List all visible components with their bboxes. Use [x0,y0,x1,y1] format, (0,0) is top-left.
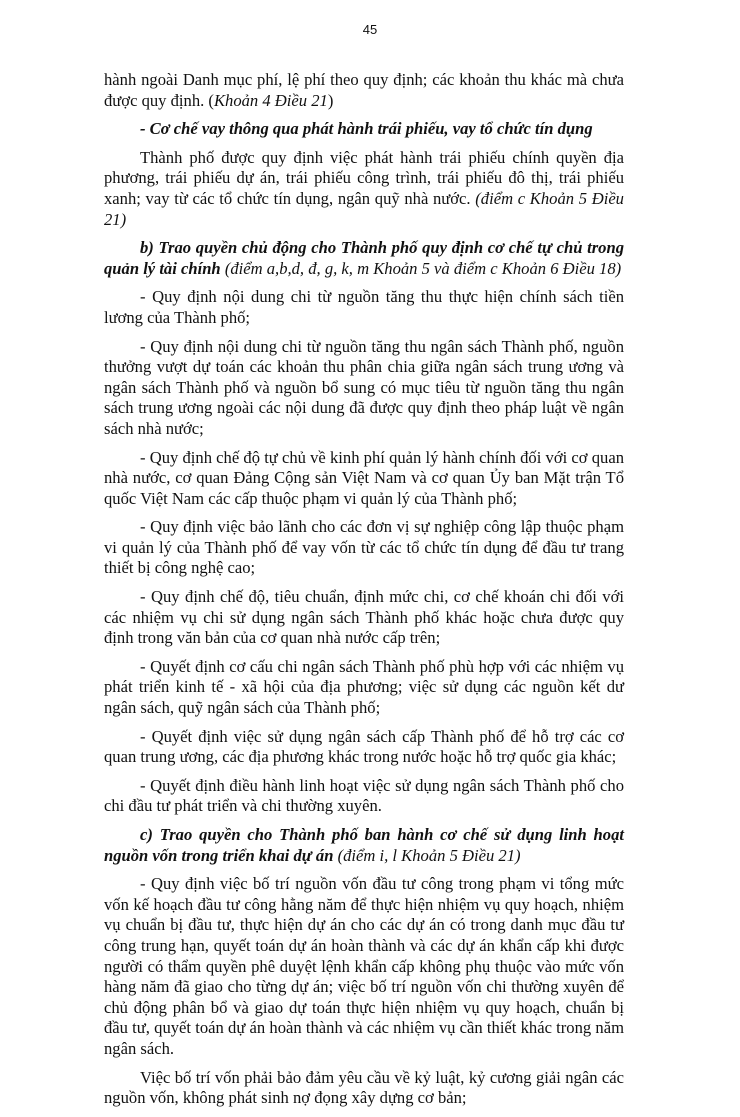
body-paragraph [104,287,624,328]
body-paragraph [104,148,624,230]
body-paragraph [104,337,624,440]
body-paragraph [104,448,624,510]
paragraph-text: Thành phố được quy định việc phát hành trái phiếu chính quyền địa phương, trái phiếu dự án, trái phiếu công trình, trái phiếu đô thị, trái phiếu xanh; vay từ các tổ chức tín dụng, ngân quỹ nhà nước. [104,147,624,208]
paragraph-text: - Quy định chế độ, tiêu chuẩn, định mức chi, cơ chế khoán chi đối với các nhiệm vụ chi sử dụng ngân sách Thành phố khác hoặc chưa được quy định trong văn bản của cơ quan nhà nước cấp trên; [104,587,624,648]
paragraph-text: - Quyết định việc sử dụng ngân sách cấp Thành phố để hỗ trợ các cơ quan trung ương, các địa phương khác trong nước hoặc hỗ trợ quốc gia khác; [104,726,624,767]
section-heading [104,825,624,866]
paragraph-text: - Cơ chế vay thông qua phát hành trái phiếu, vay tổ chức tín dụng [140,119,593,139]
paragraph-tail: ) [327,90,334,110]
body-paragraph [104,587,624,649]
page-number: 45 [362,22,378,37]
body-paragraph [104,727,624,768]
document-body [104,70,624,1117]
body-paragraph [104,657,624,719]
paragraph-text: - Quyết định cơ cấu chi ngân sách Thành phố phù hợp với các nhiệm vụ phát triển kinh tế - xã hội của địa phương; việc sử dụng các nguồn kết dư ngân sách, quỹ ngân sách của Thành phố; [104,656,624,718]
legal-reference: (điểm i, l Khoản 5 Điều 21) [337,845,521,865]
section-heading [104,119,624,140]
paragraph-text: - Quyết định điều hành linh hoạt việc sử dụng ngân sách Thành phố cho chi đầu tư phát triển và chi thường xuyên. [104,775,624,816]
body-paragraph [104,1068,624,1109]
legal-reference: (điểm c Khoản 5 Điều 21) [104,188,624,229]
paragraph-text: hành ngoài Danh mục phí, lệ phí theo quy định; các khoản thu khác mà chưa được quy định. ( [104,70,624,110]
paragraph-text: - Quy định nội dung chi từ nguồn tăng thu thực hiện chính sách tiền lương của Thành phố; [104,287,624,327]
body-paragraph [104,776,624,817]
paragraph-text: - Quy định chế độ tự chủ về kinh phí quản lý hành chính đối với cơ quan nhà nước, cơ quan Đảng Cộng sản Việt Nam và cơ quan Ủy ban Mặt trận Tổ quốc Việt Nam các cấp thuộc phạm vi quản lý của Thành phố; [104,447,624,508]
paragraph-text: - Quy định việc bố trí nguồn vốn đầu tư công trong phạm vi tổng mức vốn kế hoạch đầu tư công hằng năm để thực hiện nhiệm vụ quy hoạch, nhiệm vụ chuẩn bị đầu tư, thực hiện dự án cho các dự án có trong danh mục đầu tư công trung hạn, quyết toán dự án hoàn thành và các dự án khẩn cấp khi được người có thẩm quyền phê duyệt lệnh khẩn cấp không phụ thuộc vào mức vốn hàng năm đã giao cho từng dự án; việc bố trí nguồn vốn chi thường xuyên để chủ động phân bổ và giao dự toán thực hiện nhiệm vụ quy hoạch, chuẩn bị đầu tư, quyết toán dự án hoàn thành và các nhiệm vụ cần thiết khác trong năm ngân sách. [104,874,624,1058]
paragraph-text: c) Trao quyền cho Thành phố ban hành cơ chế sử dụng linh hoạt nguồn vốn trong triển khai dự án [104,825,624,865]
paragraph-text: b) Trao quyền chủ động cho Thành phố quy định cơ chế tự chủ trong quản lý tài chính [104,238,624,278]
paragraph-text: Việc bố trí vốn phải bảo đảm yêu cầu về kỷ luật, kỷ cương giải ngân các nguồn vốn, không phát sinh nợ đọng xây dựng cơ bản; [104,1067,624,1108]
legal-reference: (điểm a,b,d, đ, g, k, m Khoản 5 và điểm c Khoản 6 Điều 18) [224,258,622,278]
legal-reference: Khoản 4 Điều 21 [213,90,328,110]
paragraph-text: - Quy định việc bảo lãnh cho các đơn vị sự nghiệp công lập thuộc phạm vi quản lý của Thành phố để vay vốn từ các tổ chức tín dụng để đầu tư trang thiết bị công nghệ cao; [104,517,624,578]
paragraph-text: - Quy định nội dung chi từ nguồn tăng thu ngân sách Thành phố, nguồn thưởng vượt dự toán các khoản thu phân chia giữa ngân sách trung ương và ngân sách Thành phố và nguồn bổ sung có mục tiêu từ nguồn tăng thu ngân sách trung ương ngoài các nội dung đã được quy định theo pháp luật về ngân sách nhà nước; [104,336,624,438]
body-paragraph [104,874,624,1059]
section-heading [104,238,624,279]
body-paragraph [104,70,624,111]
body-paragraph [104,517,624,579]
